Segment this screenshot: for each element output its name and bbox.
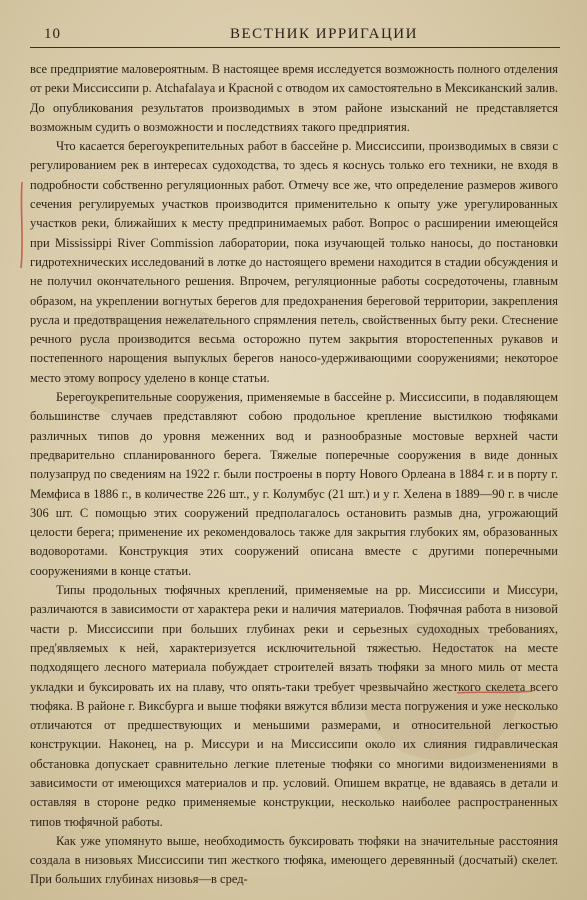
paragraph: Как уже упомянуто выше, необходимость буксировать тюфяки на значительные расстояния создала в низовьях Миссиссипи тип жесткого тюфяка, имеющего деревянный (досчатый) скелет. При больших глубинах низовья—в сред- (30, 833, 558, 887)
paragraph: Типы продольных тюфячных креплений, применяемые на рр. Миссиссипи и Миссури, различаются в зависимости от характера реки и наличия материалов. Тюфячная работа в низовой части р. Миссиссипи при больших глубинах реки и серьезных судоходных требованиях, пред'являемых к ней, характеризуется исключительной тяжестью. Недостаток на месте подходящего лесного материала побуждает строителей вязать тюфяки за много миль от места укладки и буксировать их на плаву, что опять-таки требует чрезвычайно жесткого скелета всего тюфяка. В районе г. Виксбурга и выше тюфяки вяжутся вблизи места погружения и уже несколько отличаются от предшествующих и меньшими размерами, и относительной легкостью конструкции. Наконец, на р. Миссури и на Миссиссипи около их слияния гидравлическая обстановка допускает сравнительно легкие плетеные тюфяки со многими видоизменениями в зависимости от имеющихся материалов и пр. условий. Опишем вкратце, не вдаваясь в детали и оставляя в стороне редко применяемые конструкции, несколько наиболее распространенных типов тюфячной работы. (30, 583, 558, 829)
paragraph: Берегоукрепительные сооружения, применяемые в бассейне р. Миссиссипи, в подавляющем большинстве случаев представляют собою продольное крепление выстилкою тюфяками различных типов до уровня меженних вод и разнообразные мостовые верхней части предварительно спланированного берега. Тяжелые поперечные сооружения в виде донных полузапруд по сведениям на 1922 г. были построены в порту Нового Орлеана в 1884 г. и в порту г. Мемфиса в 1886 г., в количестве 226 шт., у г. Колумбус (21 шт.) и у г. Хелена в 1889—90 г. в числе 306 шт. С помощью этих сооружений предполагалось остановить размыв дна, угрожающий целости берега; применение их рекомендовалось также для закрытия глубоких ям, образованных водоворотами. Конструкция этих сооружений описана вместе с другими поперечными сооружениями в конце статьи. (30, 390, 558, 578)
paragraph: все предприятие маловероятным. В настоящее время исследуется возможность полного отделения от реки Миссиссипи р. Atchafalaya и Красной с отводом их самостоятельно в Мексиканский залив. До опубликования результатов производимых в этом районе изысканий не представляется возможным судить о возможности и последствиях такого предприятия. (30, 62, 558, 134)
header-rule (30, 47, 560, 48)
pencil-margin-mark (18, 180, 26, 270)
running-title: ВЕСТНИК ИРРИГАЦИИ (230, 26, 418, 42)
page-number: 10 (44, 26, 61, 42)
page-header (0, 0, 587, 48)
pencil-underline-mark (455, 688, 535, 696)
paragraph: Что касается берегоукрепительных работ в бассейне р. Миссиссипи, производимых в связи с регулированием рек в интересах судоходства, то здесь я коснусь только его техники, не входя в подробности собственно регуляционных работ. Отмечу все же, что определение размеров живого сечения регулируемых участков производится применительно к опыту уже урегулированных участков реки, ближайших к месту предпринимаемых работ. Вопрос о расширении имеющейся при Mississippi River Commission лаборатории, пока изучающей только наносы, до постановки гидротехнических исследований в лотке до настоящего времени находится в стадии обсуждения и не получил окончательного решения. Впрочем, регуляционные работы сосредоточены, главным образом, на укреплении вогнутых берегов для предохранения береговой территории, закрепления русла и предотвращения нежелательного спрямления петель, свойственных быту реки. Стеснение речного русла производится весьма осторожно путем закрытия второстепенных рукавов и постепенного нарощения выпуклых берегов наносо-удерживающими сооружениями; некоторое место этому вопросу уделено в конце статьи. (30, 139, 558, 385)
article-body (30, 60, 558, 890)
